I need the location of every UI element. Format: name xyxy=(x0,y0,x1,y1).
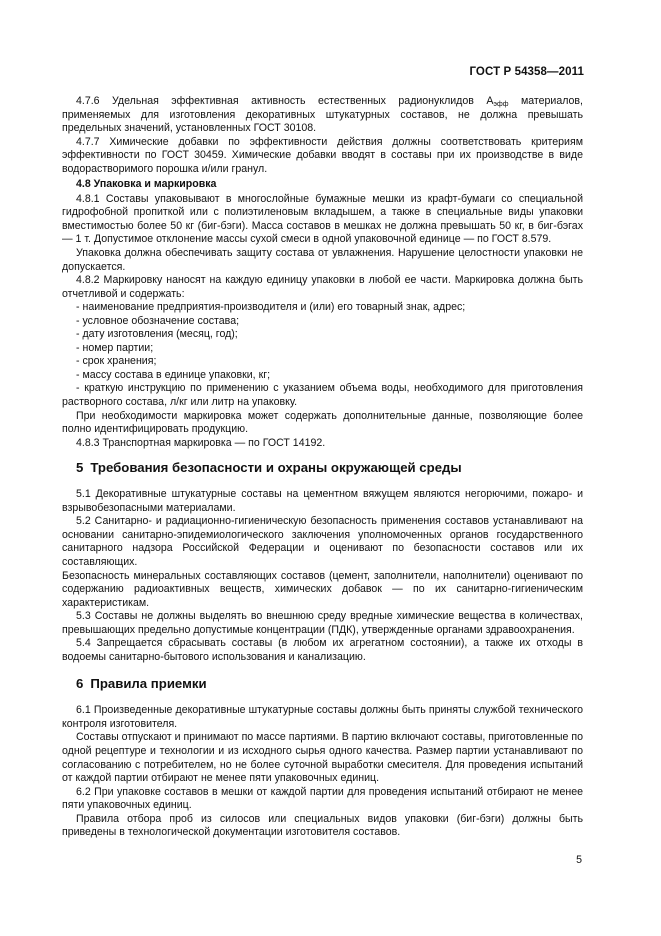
paragraph-6-1-extra: Составы отпускают и принимают по массе партиями. В партию включают составы, приготовленные по одной рецептуре и технологии и из исходного сырья одного качества. Размер партии устанавливают по согласованию с потребителем, но не более суточной выработки смесителя. Для проведения испытаний от каждой партии отбирают не менее пяти упаковочных единиц. xyxy=(62,731,583,785)
list-item: - краткую инструкцию по применению с указанием объема воды, необходимого для приготовления растворного состава, л/кг или литр на упаковку. xyxy=(62,382,583,409)
page-number: 5 xyxy=(576,854,582,866)
paragraph-4-7-7: 4.7.7 Химические добавки по эффективности действия должны соответствовать критериям эффективности по ГОСТ 30459. Химические добавки вводят в составы при их производстве в виде водорастворимого порошка и/или гранул. xyxy=(62,135,583,175)
subscript-eff: эфф xyxy=(493,101,509,108)
list-item: - срок хранения; xyxy=(76,355,157,368)
list-item: - условное обозначение состава; xyxy=(76,314,240,327)
paragraph-5-4: 5.4 Запрещается сбрасывать составы (в любом их агрегатном состоянии), а также их отходы в водоемы санитарно-бытового использования и канализацию. xyxy=(62,637,583,663)
list-item: - наименование предприятия-производителя и (или) его товарный знак, адрес; xyxy=(76,301,466,314)
list-item: - номер партии; xyxy=(76,341,154,354)
section-5-heading: 5 Требования безопасности и охраны окружающей среды xyxy=(76,460,462,476)
paragraph-4-8-2-extra: При необходимости маркировка может содержать дополнительные данные, позволяющие более полно идентифицировать продукцию. xyxy=(62,409,583,436)
paragraph-4-7-6: 4.7.6 Удельная эффективная активность естественных радионуклидов $А_{эфф}$ материалов, применяемых для изготовления декоративных штукатурных составов, не должна превышать предельных значений, установленных ГОСТ 30108. xyxy=(62,95,583,135)
paragraph-5-3: 5.3 Составы не должны выделять во внешнюю среду вредные химические вещества в количествах, превышающих предельно допустимые концентрации (ПДК), утвержденные органами здравоохранения. xyxy=(62,610,583,636)
paragraph-4-8-3: 4.8.3 Транспортная маркировка — по ГОСТ 14192. xyxy=(76,436,326,449)
page-content xyxy=(62,95,583,840)
paragraph-5-2: 5.2 Санитарно- и радиационно-гигиеническую безопасность применения составов устанавливают на основании санитарно-эпидемиологического заключения уполномоченных органов государственного санитарного надзора Российской Федерации и оценивают по безопасности составов или их составляющих. xyxy=(62,515,583,568)
paragraph-5-1: 5.1 Декоративные штукатурные составы на цементном вяжущем являются негорючими, пожаро- и взрывобезопасными материалами. xyxy=(62,488,583,514)
section-6-heading: 6 Правила приемки xyxy=(76,676,207,692)
list-item: - массу состава в единице упаковки, кг; xyxy=(76,368,271,381)
marking-list xyxy=(62,301,583,409)
list-item: - дату изготовления (месяц, год); xyxy=(76,328,238,341)
paragraph-6-2: 6.2 При упаковке составов в мешки от каждой партии для проведения испытаний отбирают не менее пяти упаковочных единиц. xyxy=(62,785,583,812)
subsection-4-8-heading: 4.8 Упаковка и маркировка xyxy=(76,178,217,191)
paragraph-4-8-2: 4.8.2 Маркировку наносят на каждую единицу упаковки в любой ее части. Маркировка должна быть отчетливой и содержать: xyxy=(62,274,583,300)
paragraph-6-2-extra: Правила отбора проб из силосов или специальных видов упаковки (биг-бэги) должны быть приведены в технологической документации изготовителя составов. xyxy=(62,812,583,839)
paragraph-5-2-extra: Безопасность минеральных составляющих составов (цемент, заполнители, наполнители) оценивают по содержанию радиоактивных веществ, химических добавок — по их санитарно-гигиеническим характеристикам. xyxy=(62,569,583,609)
paragraph-6-1: 6.1 Произведенные декоративные штукатурные составы должны быть приняты службой технического контроля изготовителя. xyxy=(62,704,583,730)
paragraph-4-8-1: 4.8.1 Составы упаковывают в многослойные бумажные мешки из крафт-бумаги со специальной гидрофобной пропиткой или с полиэтиленовым вкладышем, а также в специальные виды упаковки вместимостью более 50 кг (биг-бэги). Масса составов в мешках не должна превышать 50 кг, в биг-бэгах — 1 т. Допустимое отклонение массы сухой смеси в одной упаковочной единице — по ГОСТ 8.579. xyxy=(62,192,583,246)
standard-header: ГОСТ Р 54358—2011 xyxy=(469,66,584,78)
paragraph-4-8-1-packaging: Упаковка должна обеспечивать защиту состава от увлажнения. Нарушение целостности упаковки не допускается. xyxy=(62,247,583,273)
